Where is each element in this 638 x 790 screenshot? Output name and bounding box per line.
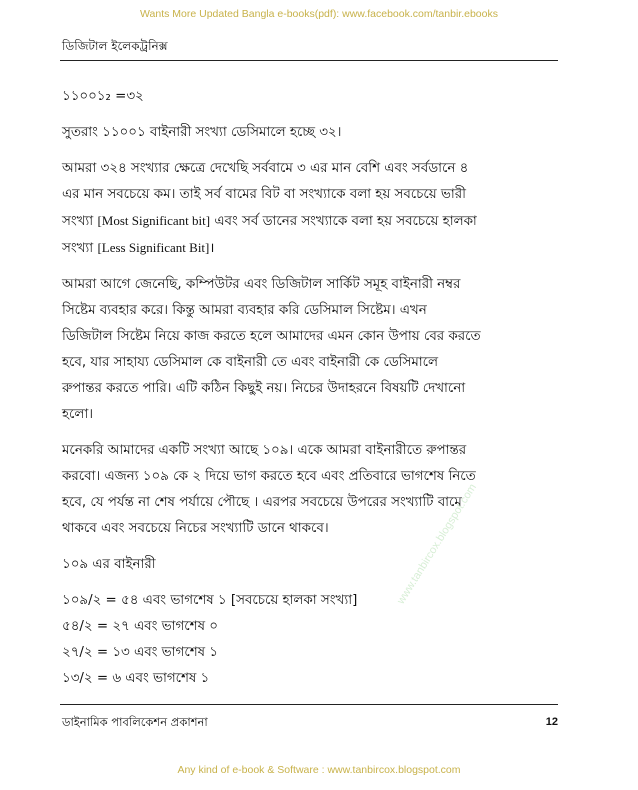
binary-heading: ১০৯ এর বাইনারী (62, 557, 156, 572)
text-line: ডিজিটাল সিষ্টেম নিয়ে কাজ করতে হলে আমাদের এমন কোন উপায় বের করতে (62, 329, 481, 344)
text-span: সংখ্যা (62, 214, 98, 229)
text-line: রুপান্তর করতে পারি। এটি কঠিন কিছুই নয়। নিচের উদাহরনে বিষয়টি দেখানো (62, 381, 466, 396)
text-line: সিষ্টেম ব্যবহার করে। কিন্তু আমরা ব্যবহার করি ডেসিমাল সিষ্টেম। এখন (62, 303, 427, 318)
text-line (62, 208, 562, 235)
text-span: । (209, 241, 215, 256)
text-line: আমরা ৩২৪ সংখ্যার ক্ষেত্রে দেখেছি সর্ববামে ৩ এর মান বেশি এবং সর্বডানে ৪ (62, 161, 469, 176)
top-banner: Wants More Updated Bangla e-books(pdf): www.facebook.com/tanbir.ebooks (140, 8, 498, 20)
msb-term: [Most Significant bit] (97, 213, 211, 228)
text-line: হলো। (62, 407, 94, 422)
lsb-term: [Less Significant Bit] (97, 240, 210, 255)
division-steps (62, 588, 562, 692)
page-number: 12 (545, 716, 558, 728)
division-step: ৫৪/২ = ২৭ এবং ভাগশেষ ০ (62, 619, 218, 634)
text-line: থাকবে এবং সবচেয়ে নিচের সংখ্যাটি ডানে থাকবে। (62, 521, 329, 536)
header-rule (60, 60, 558, 61)
watermark: www.tanbircox.blogspot.com (395, 481, 480, 607)
paragraph-msb-lsb (62, 156, 562, 262)
equation: ১১০০১₂ =৩২ (62, 89, 144, 104)
text-span: এবং সর্ব ডানের সংখ্যাকে বলা হয় সবচেয়ে হালকা (210, 214, 477, 229)
division-step: ২৭/২ = ১৩ এবং ভাগশেষ ১ (62, 645, 218, 660)
footer-publisher: ডাইনামিক পাবলিকেশন প্রকাশনা (62, 715, 208, 729)
paragraph-binary-system (62, 272, 562, 428)
text-line: এর মান সবচেয়ে কম। তাই সর্ব বামের বিট বা সংখ্যাকে বলা হয় সবচেয়ে ভারী (62, 187, 466, 202)
bottom-banner: Any kind of e-book & Software : www.tanbircox.blogspot.com (177, 764, 461, 776)
text-line: করবো। এজন্য ১০৯ কে ২ দিয়ে ভাগ করতে হবে এবং প্রতিবারে ভাগশেষ নিতে (62, 469, 476, 484)
conclusion-sentence: সুতরাং ১১০০১ বাইনারী সংখ্যা ডেসিমালে হচ্ছে ৩২। (62, 125, 342, 140)
text-line (62, 235, 562, 262)
text-line: মনেকরি আমাদের একটি সংখ্যা আছে ১০৯। একে আমরা বাইনারীতে রুপান্তর (62, 443, 467, 458)
division-step: ১০৯/২ = ৫৪ এবং ভাগশেষ ১ [সবচেয়ে হালকা সংখ্যা] (62, 593, 358, 608)
running-header-title: ডিজিটাল ইলেকট্রনিক্স (62, 39, 168, 53)
page-body (62, 84, 562, 692)
text-line: হবে, যে পর্যন্ত না শেষ পর্যায়ে পৌছে । এরপর সবচেয়ে উপরের সংখ্যাটি বামে (62, 495, 462, 510)
footer-rule (60, 704, 558, 705)
text-line: হবে, যার সাহায্য ডেসিমাল কে বাইনারী তে এবং বাইনারী কে ডেসিমালে (62, 355, 439, 370)
text-line: আমরা আগে জেনেছি, কম্পিউটর এবং ডিজিটাল সার্কিট সমূহ বাইনারী নম্বর (62, 277, 461, 292)
paragraph-conversion-method (62, 438, 562, 542)
text-span: সংখ্যা (62, 241, 98, 256)
division-step: ১৩/২ = ৬ এবং ভাগশেষ ১ (62, 671, 210, 686)
